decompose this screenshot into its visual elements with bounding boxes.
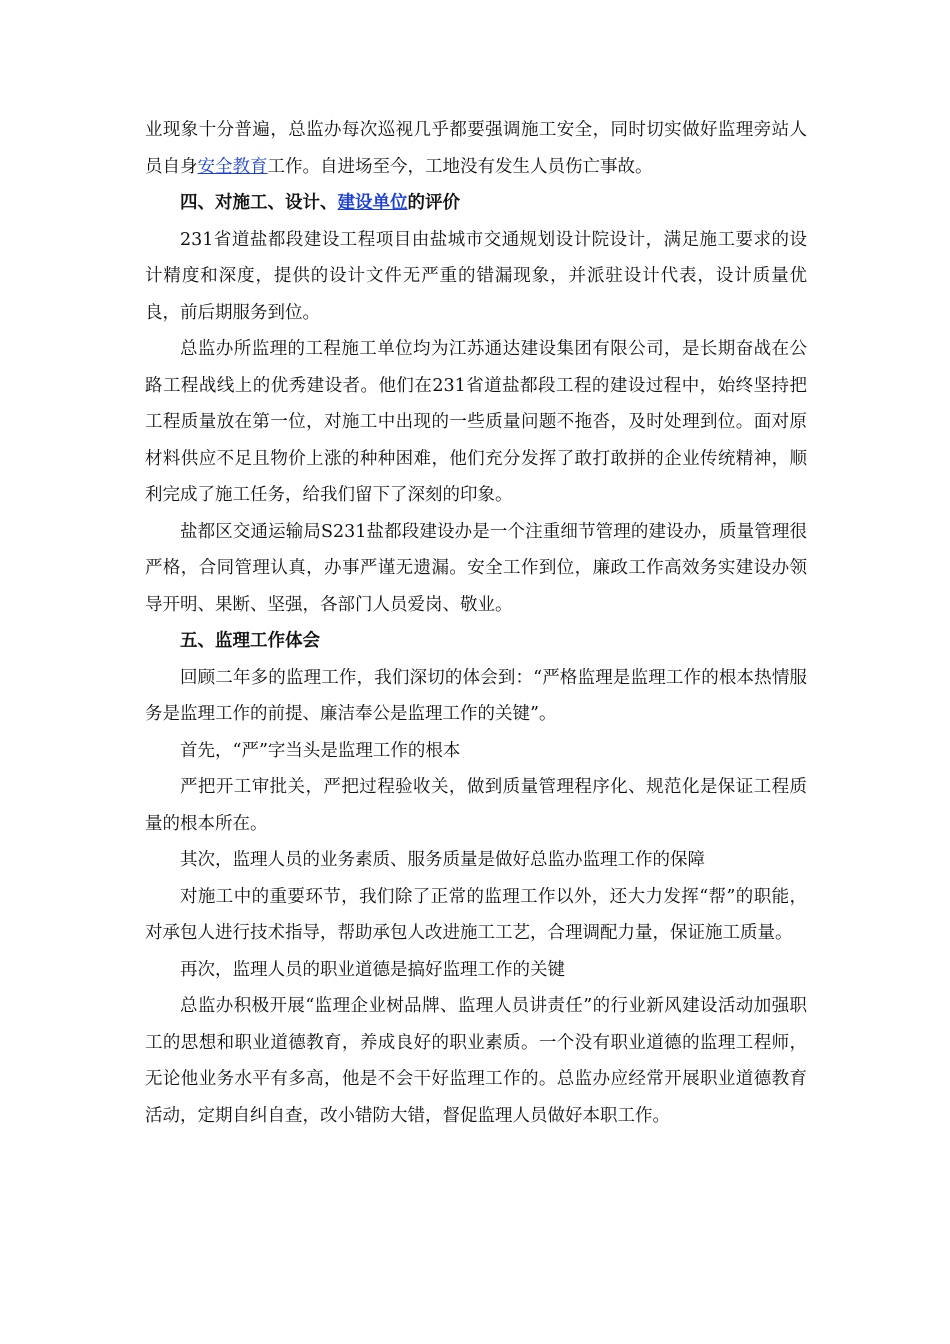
body-paragraph (145, 660, 807, 733)
text-run: 四、对施工、设计、 (180, 193, 338, 213)
body-paragraph (145, 879, 807, 952)
body-paragraph (145, 222, 807, 332)
text-run: 的评价 (407, 193, 460, 213)
body-paragraph (145, 514, 807, 624)
text-run: 231省道盐都段建设工程项目由盐城市交通规划设计院设计，满足施工要求的设计精度和深度，提供的设计文件无严重的错漏现象，并派驻设计代表，设计质量优良，前后期服务到位。 (145, 229, 807, 323)
body-paragraph (145, 952, 807, 989)
text-run: 业现象十分普遍，总监办每次巡视几乎都要强调施工安全，同时切实做好监理旁站人员自身 (145, 120, 807, 177)
text-run: 其次，监理人员的业务素质、服务质量是做好总监办监理工作的保障 (180, 850, 705, 870)
text-run: 再次，监理人员的职业道德是搞好监理工作的关键 (180, 959, 565, 980)
body-paragraph (145, 112, 807, 185)
text-run: 盐都区交通运输局S231盐都段建设办是一个注重细节管理的建设办，质量管理很严格，合同管理认真，办事严谨无遗漏。安全工作到位，廉政工作高效务实建设办领导开明、果断、坚强，各部门人员爱岗、敬业。 (145, 521, 807, 615)
section-heading (145, 185, 807, 222)
section-heading (145, 623, 807, 660)
text-run: 总监办积极开展“监理企业树品牌、监理人员讲责任”的行业新风建设活动加强职工的思想和职业道德教育，养成良好的职业素质。一个没有职业道德的监理工程师，无论他业务水平有多高，他是不会干好监理工作的。总监办应经常开展职业道德教育活动，定期自纠自查，改小错防大错，督促监理人员做好本职工作。 (145, 996, 807, 1126)
text-run: 总监办所监理的工程施工单位均为江苏通达建设集团有限公司，是长期奋战在公路工程战线上的优秀建设者。他们在231省道盐都段工程的建设过程中，始终坚持把工程质量放在第一位，对施工中出现的一些质量问题不拖沓，及时处理到位。面对原材料供应不足且物价上涨的种种困难，他们充分发挥了敢打敢拼的企业传统精神，顺利完成了施工任务，给我们留下了深刻的印象。 (145, 339, 807, 505)
document-page (145, 112, 807, 1134)
text-run: 五、监理工作体会 (180, 631, 320, 651)
text-run: 对施工中的重要环节，我们除了正常的监理工作以外，还大力发挥“帮”的职能，对承包人进行技术指导，帮助承包人改进施工工艺，合理调配力量，保证施工质量。 (145, 886, 807, 943)
body-paragraph (145, 769, 807, 842)
hyperlink[interactable]: 安全教育 (197, 156, 268, 177)
hyperlink[interactable]: 建设单位 (337, 193, 408, 213)
text-run: 严把开工审批关，严把过程验收关，做到质量管理程序化、规范化是保证工程质量的根本所在。 (145, 777, 807, 834)
body-paragraph (145, 988, 807, 1134)
body-paragraph (145, 733, 807, 770)
text-run: 工作。自进场至今，工地没有发生人员伤亡事故。 (267, 156, 653, 177)
text-run: 首先，“严”字当头是监理工作的根本 (180, 740, 461, 761)
body-paragraph (145, 842, 807, 879)
text-run: 回顾二年多的监理工作，我们深切的体会到：“严格监理是监理工作的根本热情服务是监理工作的前提、廉洁奉公是监理工作的关键”。 (145, 667, 807, 724)
body-paragraph (145, 331, 807, 514)
